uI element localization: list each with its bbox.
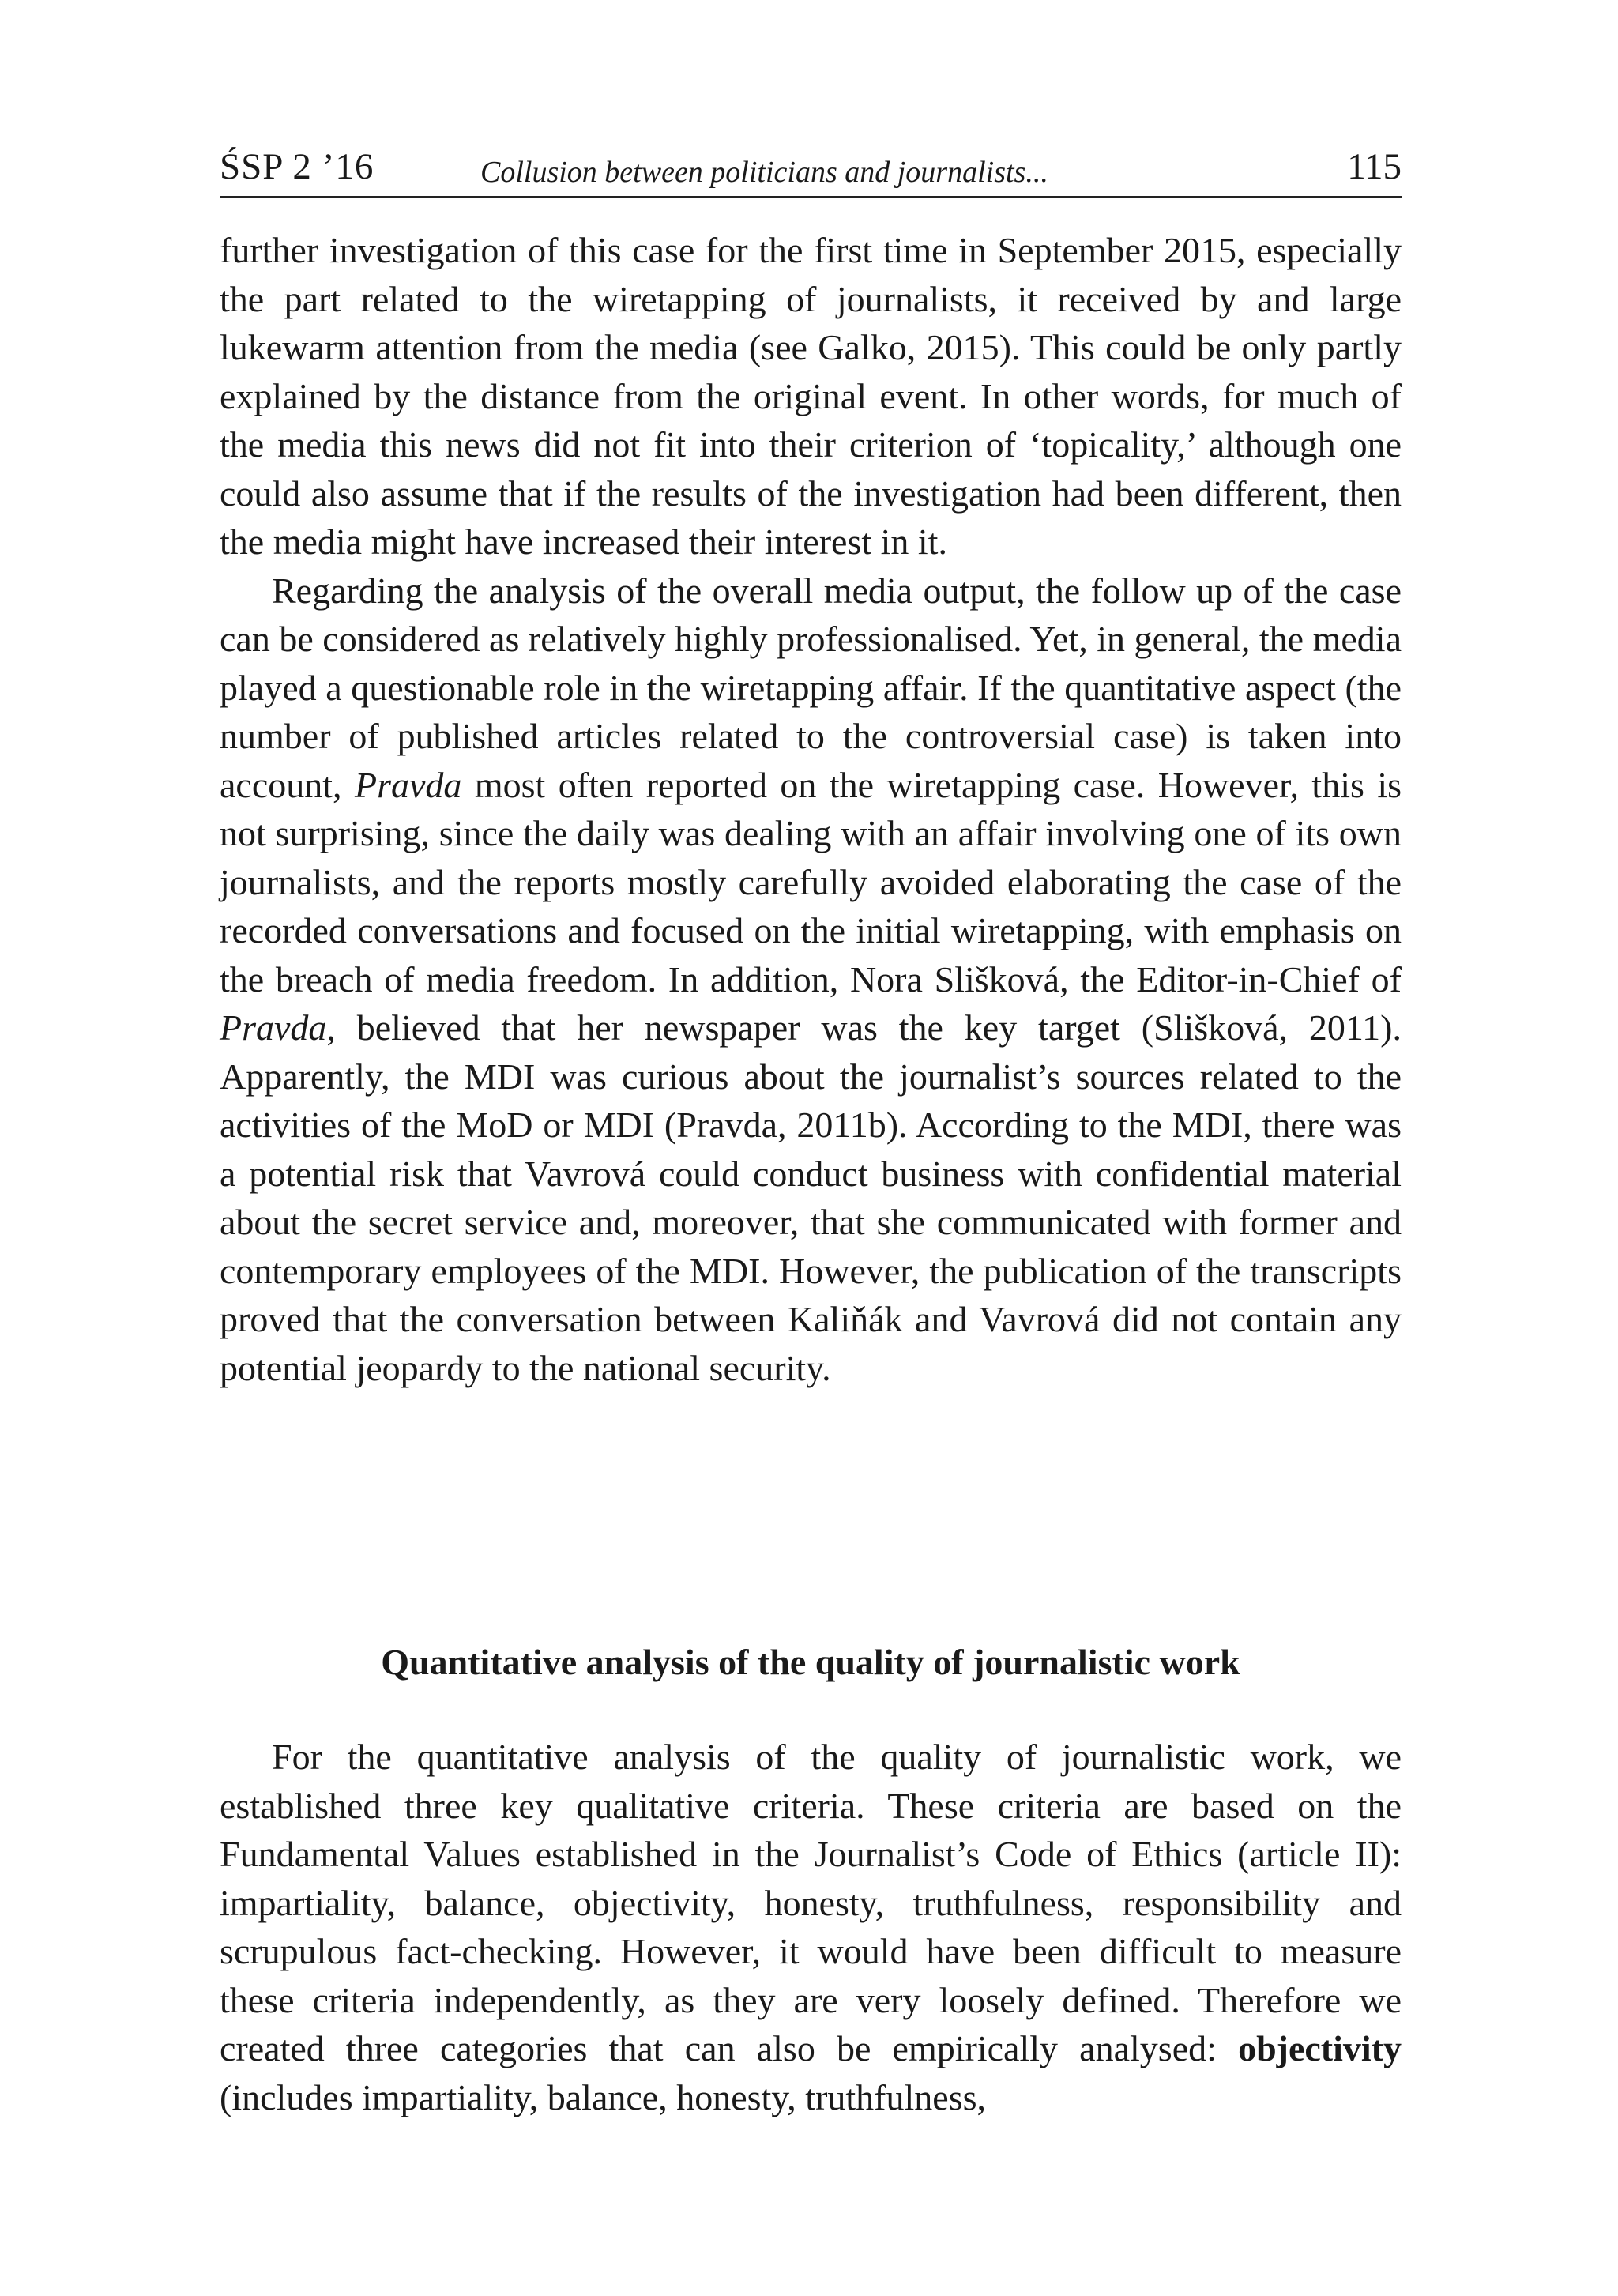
running-header bbox=[220, 141, 1402, 198]
paragraph-quantitative-analysis bbox=[220, 1733, 1402, 2121]
text-run: , believed that her newspaper was the key target (Slišková, 2011). Apparently, the MDI was curious about the journalist’s sources related to the activities of the MoD or MDI (Pravda, 2011b). According to the MDI, there was a potential risk that Vavrová could conduct business with confidential material about the secret service and, moreover, that she communicated with former and contemporary employees of the MDI. However, the publication of the transcripts proved that the conversation between Kaliňák and Vavrová did not contain any potential jeopardy to the national security. bbox=[220, 1007, 1402, 1388]
text-run: (includes impartiality, balance, honesty, truthfulness, bbox=[220, 2076, 986, 2117]
body-text-upper bbox=[220, 226, 1402, 1392]
page-number: 115 bbox=[1347, 146, 1402, 187]
italic-term-pravda: Pravda bbox=[354, 764, 462, 805]
italic-term-pravda: Pravda bbox=[220, 1007, 327, 1048]
text-run: Regarding the analysis of the overall media output, the follow up of the case can be considered as relatively highly professionalised. Yet, in general, the media played a questionable role in the wiretapping affair. If the quantitative aspect (the number of published articles related to the controversial case) is taken into account, bbox=[220, 570, 1402, 805]
running-title: Collusion between politicians and journalists... bbox=[480, 156, 1048, 189]
paragraph-media-output bbox=[220, 566, 1402, 1393]
paragraph-continuation: further investigation of this case for the first time in September 2015, especially the part related to the wiretapping of journalists, it received by and large lukewarm attention from the media (see Galko, 2015). This could be only partly explained by the distance from the original event. In other words, for much of the media this news did not fit into their criterion of ‘topicality,’ although one could also assume that if the results of the investigation had been different, then the media might have increased their interest in it. bbox=[220, 230, 1402, 562]
journal-issue: ŚSP 2 ’16 bbox=[220, 146, 374, 187]
text-run: most often reported on the wiretapping case. However, this is not surprising, since the daily was dealing with an affair involving one of its own journalists, and the reports mostly carefully avoided elaborating the case of the recorded conversations and focused on the initial wiretapping, with emphasis on the breach of media freedom. In addition, Nora Slišková, the Editor-in-Chief of bbox=[220, 764, 1402, 999]
text-run: For the quantitative analysis of the quality of journalistic work, we established three key qualitative criteria. These criteria are based on the Fundamental Values established in the Journalist’s Code of Ethics (article II): impartiality, balance, objectivity, honesty, truthfulness, responsibility and scrupulous fact-checking. However, it would have been difficult to measure these criteria independently, as they are very loosely defined. Therefore we created three categories that can also be empirically analysed: bbox=[220, 1737, 1402, 2068]
body-text-lower bbox=[220, 1733, 1402, 2121]
bold-term-objectivity: objectivity bbox=[1238, 2028, 1402, 2068]
section-heading: Quantitative analysis of the quality of journalistic work bbox=[381, 1642, 1240, 1682]
